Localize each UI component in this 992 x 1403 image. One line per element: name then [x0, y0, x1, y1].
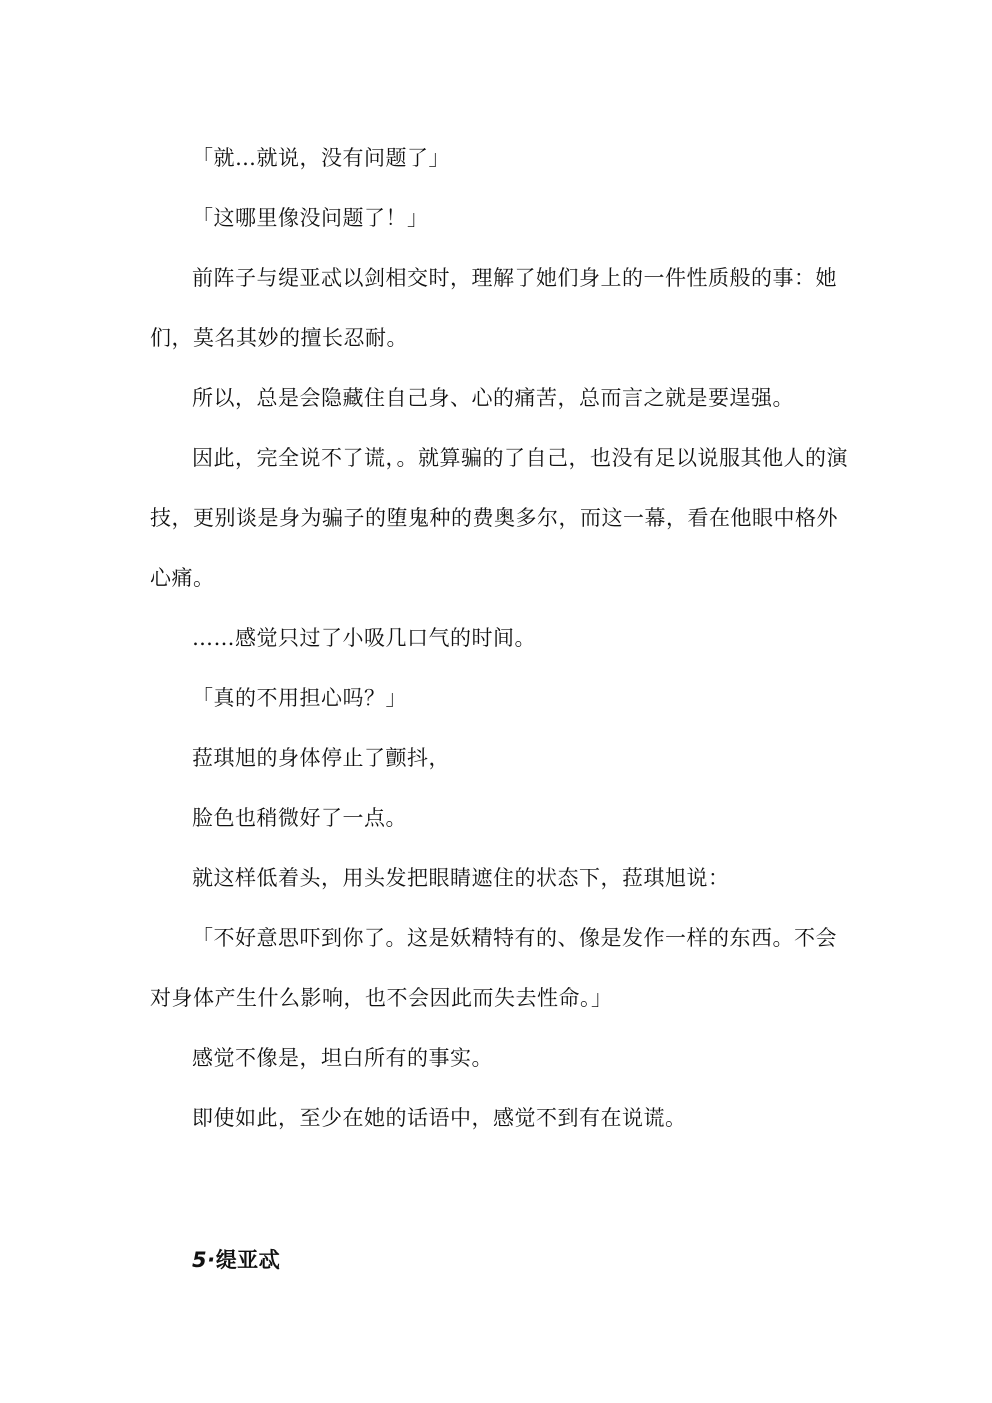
paragraph: ……感觉只过了小吸几口气的时间。: [192, 626, 536, 650]
paragraph: 「不好意思吓到你了。这是妖精特有的、像是发作一样的东西。不会对身体产生什么影响，也不会因此而失去性命。」: [150, 926, 837, 1010]
paragraph: 脸色也稍微好了一点。: [192, 806, 407, 830]
paragraph: 「真的不用担心吗？」: [192, 686, 407, 710]
paragraph: 「就…就说，没有问题了」: [192, 146, 450, 170]
section-title: 缇亚忒: [215, 1247, 281, 1272]
paragraph: 「这哪里像没问题了！」: [192, 206, 429, 230]
paragraph: 即使如此，至少在她的话语中，感觉不到有在说谎。: [192, 1106, 687, 1130]
paragraph: 所以，总是会隐藏住自己身、心的痛苦，总而言之就是要逞强。: [192, 386, 794, 410]
section-number: 5·: [192, 1248, 216, 1272]
body-text: [150, 128, 850, 1148]
paragraph: 就这样低着头，用头发把眼睛遮住的状态下，菈琪旭说：: [192, 866, 730, 890]
paragraph: 前阵子与缇亚忒以剑相交时，理解了她们身上的一件性质般的事：她们，莫名其妙的擅长忍耐。: [150, 266, 837, 350]
paragraph: 因此，完全说不了谎，。就算骗的了自己，也没有足以说服其他人的演技，更别谈是身为骗子的堕鬼种的费奥多尔，而这一幕，看在他眼中格外心痛。: [150, 446, 848, 590]
section-heading: [192, 1240, 280, 1280]
paragraph: 感觉不像是，坦白所有的事实。: [192, 1046, 493, 1070]
paragraph: 菈琪旭的身体停止了颤抖，: [192, 746, 450, 770]
